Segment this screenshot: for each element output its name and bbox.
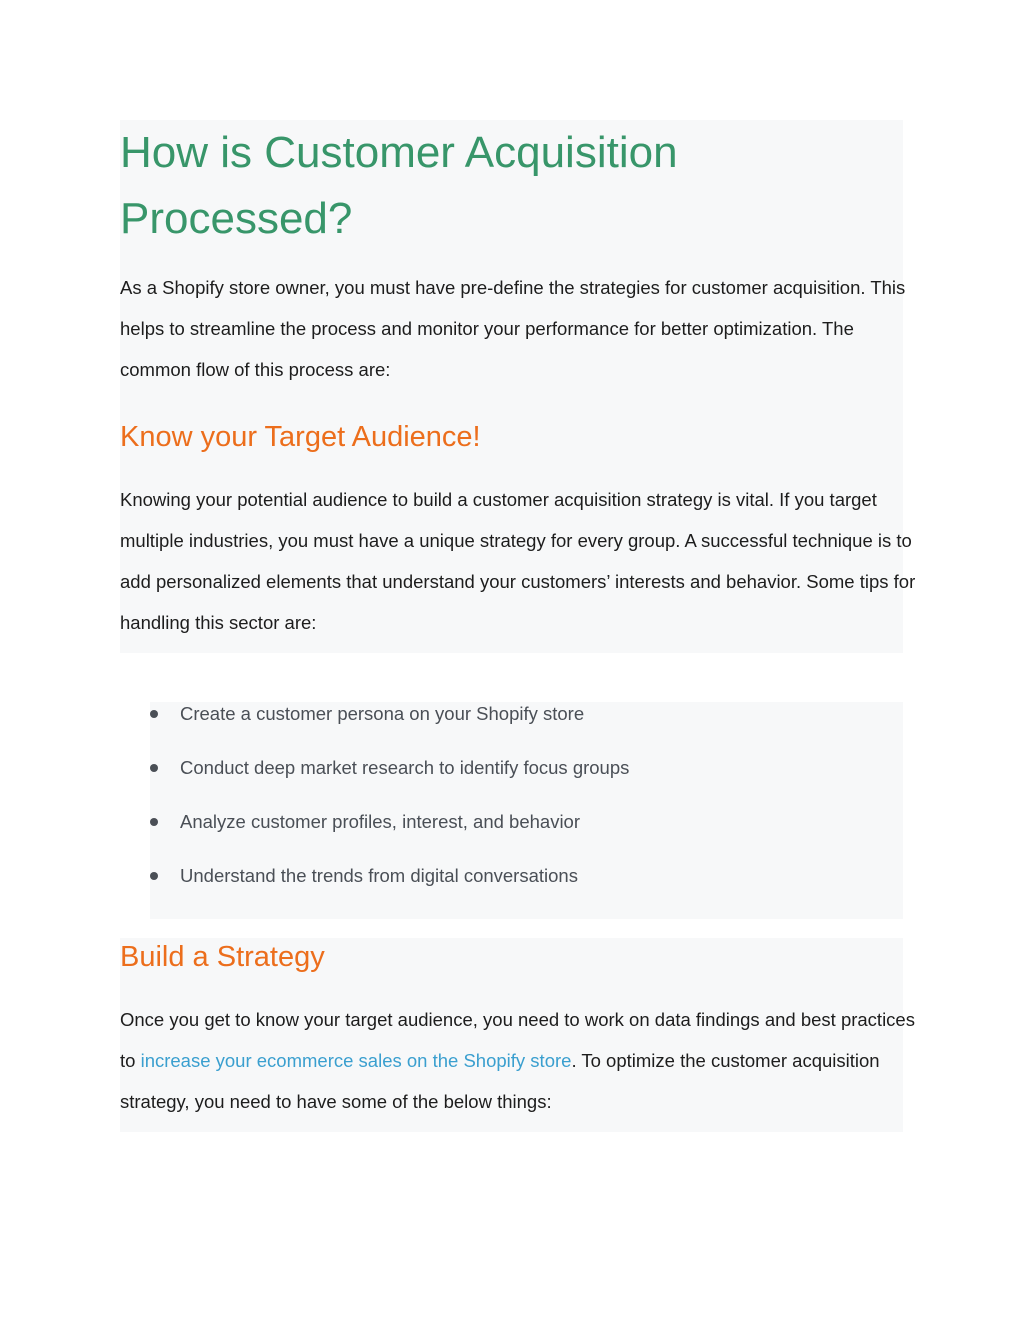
list-item-text: Analyze customer profiles, interest, and behavior (180, 811, 581, 832)
ecommerce-sales-link[interactable]: increase your ecommerce sales on the Shopify store (140, 1050, 572, 1071)
bullet-icon (150, 818, 158, 826)
strategy-paragraph-end: . To optimize the customer acquisition strategy, you need to have some of the below things: (120, 1050, 880, 1112)
audience-paragraph: Knowing your potential audience to build a customer acquisition strategy is vital. If you target multiple industries, you must have a unique strategy for every group. A successful technique is to add personalized elements that understand your customers’ interests and behavior. Some tips for handling this sector are: (120, 489, 916, 633)
intro-paragraph: As a Shopify store owner, you must have pre-define the strategies for customer acquisition. This helps to streamline the process and monitor your performance for better optimization. The common flow of this process are: (120, 277, 906, 380)
list-item (150, 806, 890, 860)
bullet-icon (150, 872, 158, 880)
section-heading-strategy: Build a Strategy (120, 941, 325, 973)
section-heading-audience: Know your Target Audience! (120, 421, 481, 453)
strategy-paragraph-start: Once you get to know your target audience, you need to work on data findings and best practices to (120, 1009, 915, 1071)
list-item-text: Understand the trends from digital conversations (180, 865, 578, 886)
list-item (150, 860, 890, 914)
bullet-icon (150, 710, 158, 718)
list-item-text: Create a customer persona on your Shopify store (180, 703, 585, 724)
strategy-paragraph (120, 999, 920, 1122)
list-item (150, 698, 890, 752)
page-title: How is Customer Acquisition Processed? (120, 128, 678, 243)
list-item (150, 752, 890, 806)
bullet-icon (150, 764, 158, 772)
list-item-text: Conduct deep market research to identify focus groups (180, 757, 630, 778)
tips-list (150, 698, 890, 914)
